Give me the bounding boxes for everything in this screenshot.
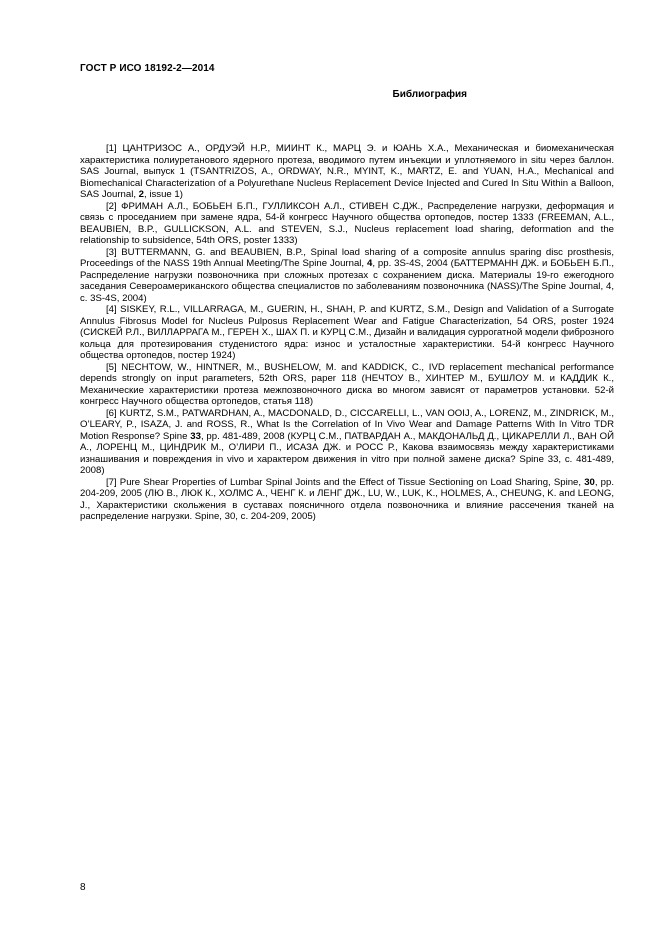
reference-item-4 (80, 304, 614, 362)
reference-item-5 (80, 362, 614, 408)
reference-text: [3] BUTTERMANN, G. and BEAUBIEN, B.P., Spinal load sharing of a composite annulus sparing disc prosthesis, Proceedings of the NASS 19th Annual Meeting/The Spine Journal, (80, 246, 614, 269)
reference-text-tail: , pp. 204-209, 2005 (ЛЮ В., ЛЮК К., ХОЛМС А., ЧЕНГ К. и ЛЕНГ ДЖ., LU, W., LUK, K., HOLMES, A., CHEUNG, K. and LEONG, J., Характеристики скольжения в суставах поясничного отдела позвоночника и влияние рассечения тканей на распределение нагрузки. Spine, 30, с. 204-209, 2005) (80, 476, 614, 522)
bibliography-heading: Библиография (392, 89, 467, 100)
reference-text: [4] SISKEY, R.L., VILLARRAGA, M., GUERIN, H., SHAH, P. and KURTZ, S.M., Design and Validation of a Surrogate Annulus Fibrosus Model for Nucleus Pulposus Replacement Wear and Fatigue Characterization, 54 ORS, poster 1924 (СИСКЕЙ Р.Л., ВИЛЛАРРАГА М., ГЕРЕН Х., ШАХ П. и КУРЦ С.М., Дизайн и валидация суррогатной модели фиброзного кольца для протезирования студенистого ядра: износ и усталостные характеристики. 54-й конгресс Научного общества ортопедов, постер 1924) (80, 304, 614, 361)
reference-item-2 (80, 201, 614, 247)
section-title (80, 89, 590, 100)
reference-item-7 (80, 477, 614, 523)
reference-text-tail: , issue 1) (144, 189, 183, 200)
reference-volume: 2 (138, 189, 145, 200)
reference-item-3 (80, 247, 614, 305)
page-number: 8 (80, 882, 86, 893)
reference-item-6 (80, 408, 614, 477)
reference-item-1 (80, 143, 614, 201)
reference-volume: 30 (584, 476, 595, 488)
reference-list (80, 143, 614, 523)
reference-text: [1] ЦАНТРИЗОС А., ОРДУЭЙ Н.Р., МИИНТ К., МАРЦ Э. и ЮАНЬ Х.А., Механическая и биомеханическая характеристика полиуретанового ядерного протеза, вводимого путем инъекции и уплотняемого in situ через баллон. SAS Journal, выпуск 1 (TSANTRIZOS, A., ORDWAY, N.R., MYINT, K., MARTZ, E. and YUAN, H.A., Mechanical and Biomechanical Characterization of a Polyurethane Nucleus Replacement Device Injected and Cured In Situ Within a Balloon, SAS Journal, (80, 143, 614, 200)
reference-volume: 33 (190, 430, 201, 442)
reference-text: [7] Pure Shear Properties of Lumbar Spinal Joints and the Effect of Tissue Sectioning on Load Sharing, Spine, (106, 476, 585, 488)
standard-designation: ГОСТ Р ИСО 18192-2—2014 (80, 63, 215, 74)
reference-text: [2] ФРИМАН А.Л., БОБЬЕН Б.П., ГУЛЛИКСОН А.Л., СТИВЕН С.ДЖ., Распределение нагрузки, деформация и связь с проседанием при замене ядра, 54-й конгресс Научного общества ортопедов, постер 1333 (FREEMAN, A.L., BEAUBIEN, B.P., GULLICKSON, A.L. and STEVEN, S.J., Nucleus replacement load sharing, deformation and the relationship to subsidence, 54th ORS, poster 1333) (80, 200, 614, 246)
reference-text-tail: , pp. 481-489, 2008 (КУРЦ С.М., ПАТВАРДАН А., МАКДОНАЛЬД Д., ЦИКАРЕЛЛИ Л., ВАН ОЙ А., ЛОРЕНЦ М., ЦИНДРИК М., О’ЛИРИ П., ИСАЗА ДЖ. и РОСС Р., Какова взаимосвязь между характеристиками изнашивания и повреждения in vivo и характером движения in vitro при полной замене диска? Spine 33, с. 481-489, 2008) (80, 430, 614, 476)
reference-volume: 4 (366, 258, 373, 269)
reference-text-tail: , pp. 3S-4S, 2004 (БАТТЕРМАНН ДЖ. и БОБЬЕН Б.П., Распределение нагрузки позвоночника при сложных протезах с сохранением диска. Материалы 19-го ежегодного заседания Североамериканского общества специалистов по заболеваниям позвоночника (NASS)/The Spine Journal, 4, с. 3S-4S, 2004) (80, 258, 614, 304)
reference-text: [5] NECHTOW, W., HINTNER, M., BUSHELOW, M. and KADDICK, C., IVD replacement mechanical performance depends strongly on input parameters, 52th ORS, paper 118 (НЕЧТОУ В., ХИНТЕР М., БУШЛОУ М. и КАДДИК К., Механические характеристики протеза межпозвоночного диска во многом зависят от параметров установки. 52-й конгресс Научного общества ортопедов, статья 118) (80, 361, 614, 407)
reference-text: [6] KURTZ, S.M., PATWARDHAN, A., MACDONALD, D., CICCARELLI, L., VAN OOIJ, A., LORENZ, M., ZINDRICK, M., O’LEARY, P., ISAZA, J. and ROSS, R., What Is the Correlation of In Vivo Wear and Damage Patterns With In Vitro TDR Motion Response? Spine (80, 407, 614, 442)
